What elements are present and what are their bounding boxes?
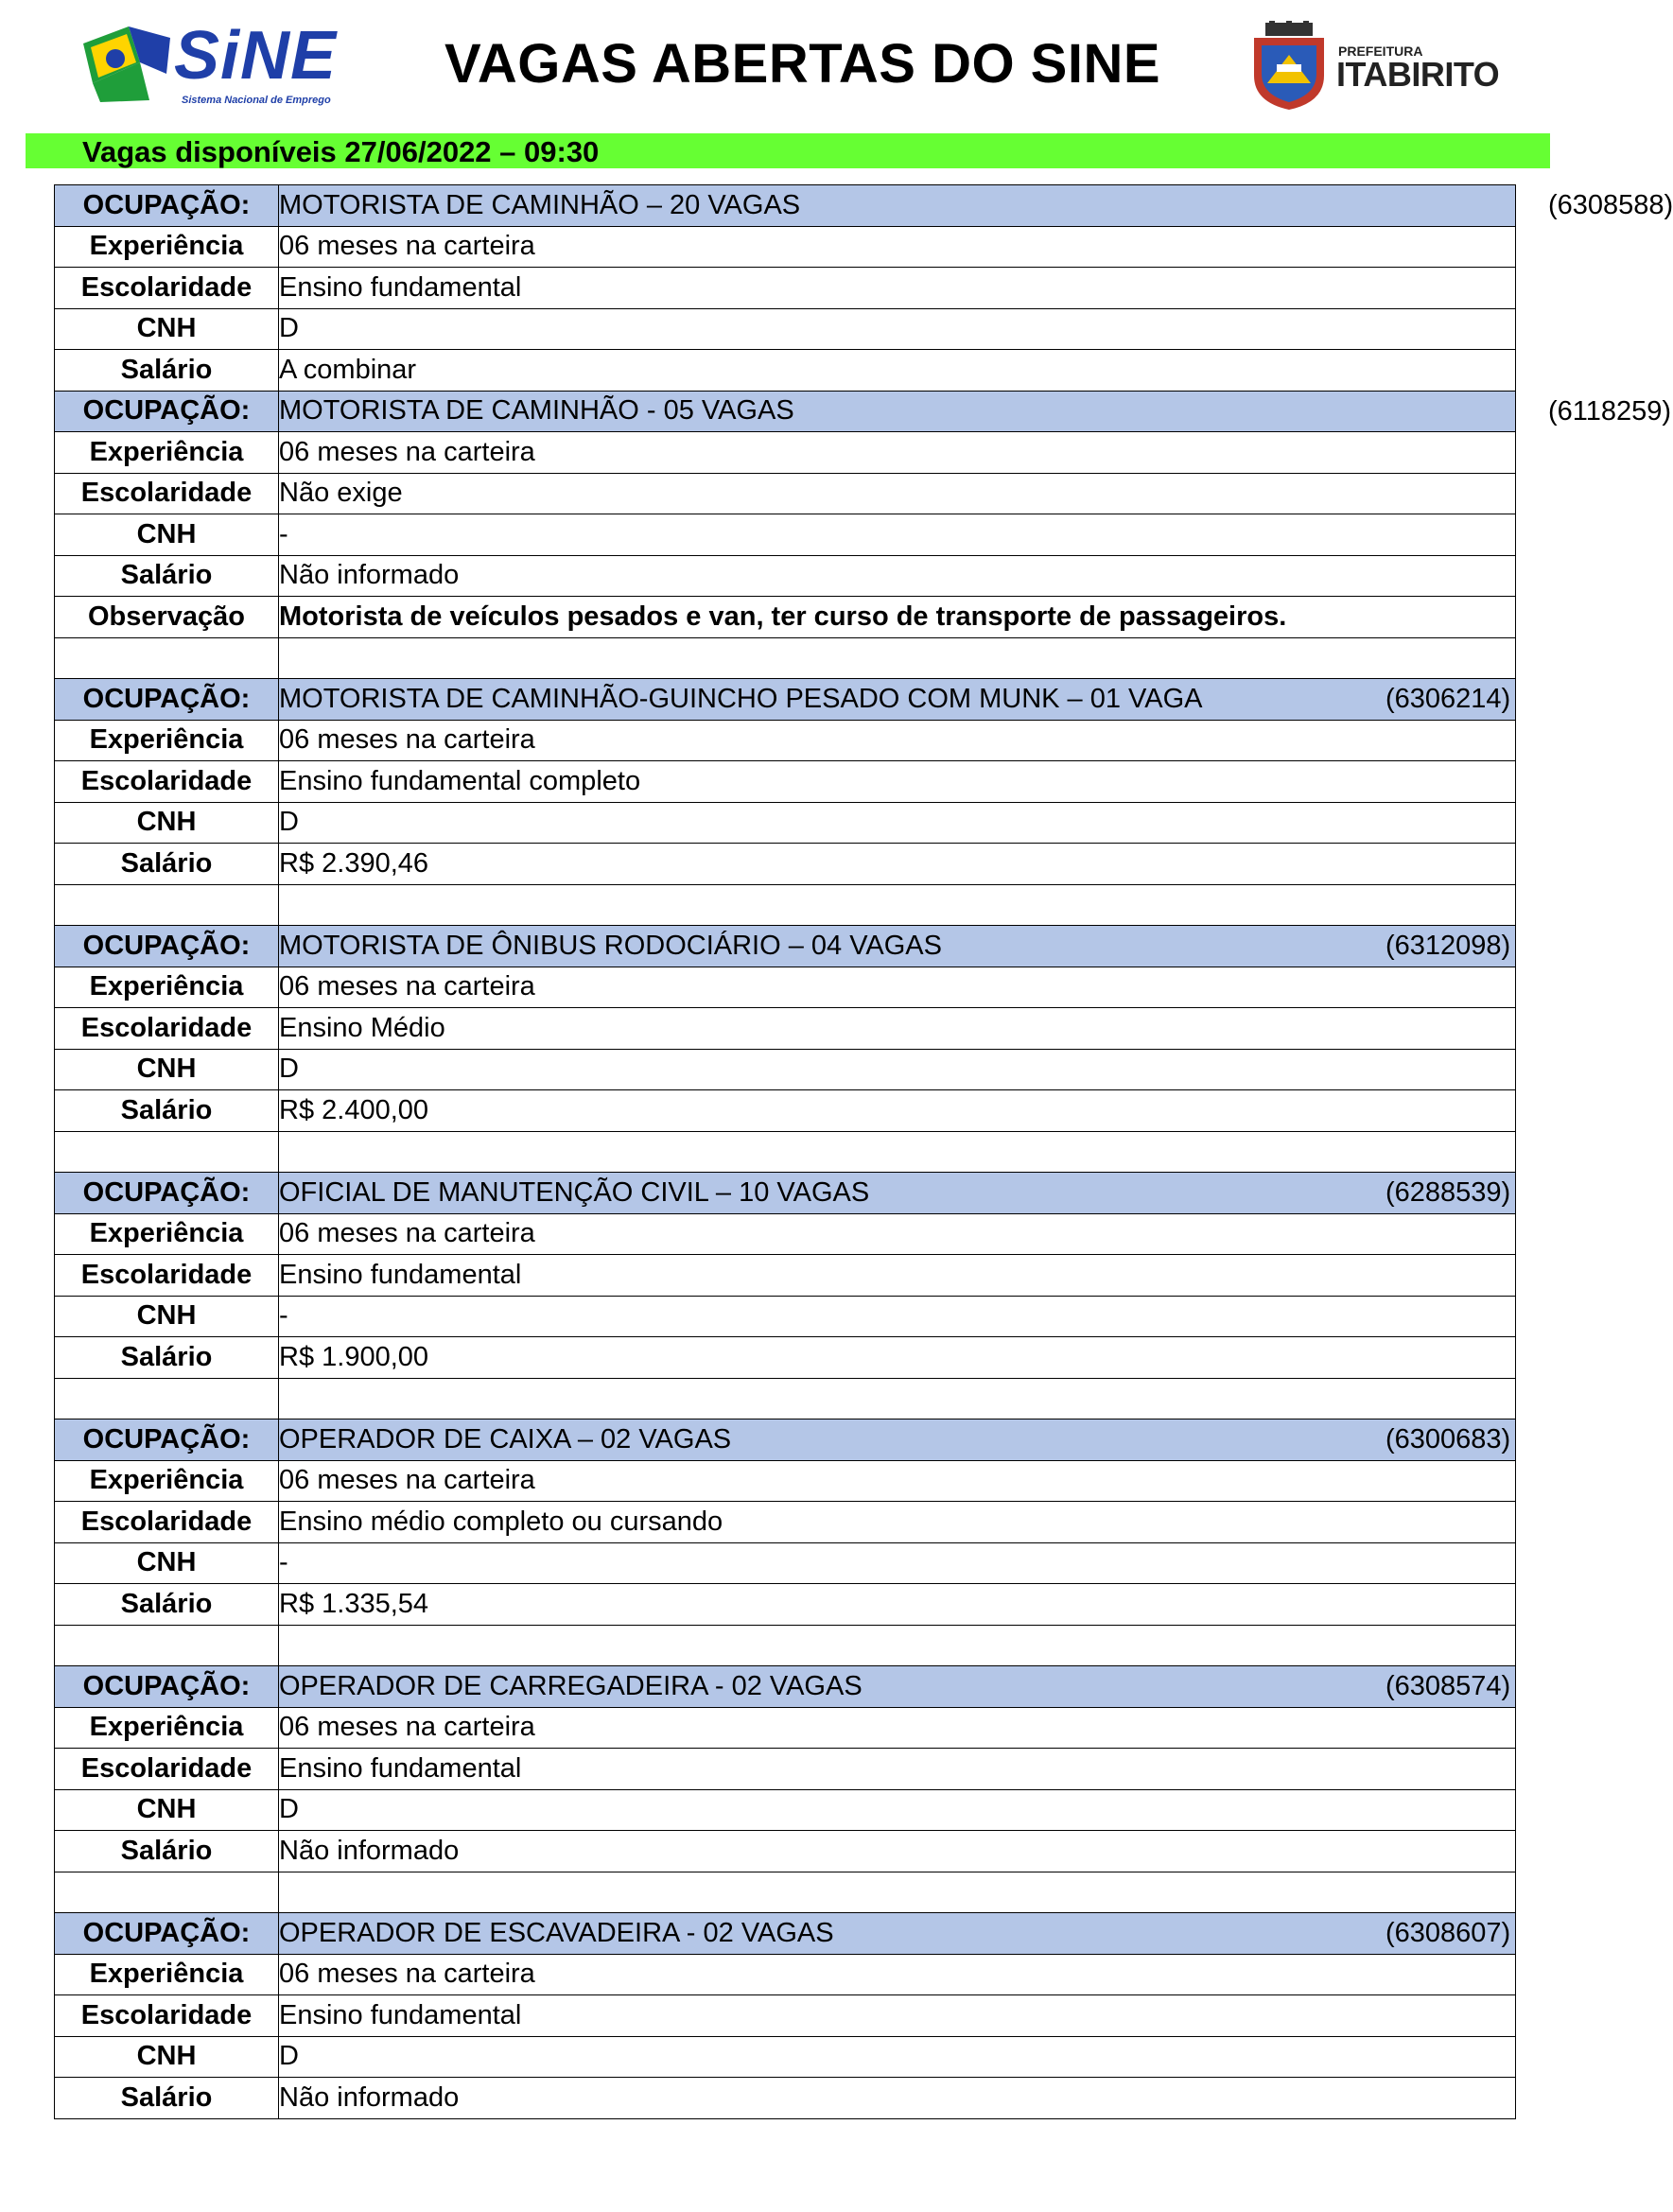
job-code: (6300683) [1385, 1424, 1511, 1454]
job-title: MOTORISTA DE CAMINHÃO - 05 VAGAS [279, 395, 794, 427]
spacer-row [55, 1378, 1516, 1420]
experience-label: Experiência [55, 1954, 279, 1995]
salary-row [55, 1090, 1516, 1132]
page-title: VAGAS ABERTAS DO SINE [444, 33, 1161, 95]
education-value: Ensino fundamental completo [279, 761, 1516, 803]
occupation-label: OCUPAÇÃO: [55, 926, 279, 967]
license-row [55, 308, 1516, 350]
occupation-row [55, 679, 1516, 721]
occupation-row [55, 1173, 1516, 1214]
education-label: Escolaridade [55, 473, 279, 514]
spacer-cell [55, 637, 279, 679]
spacer-cell [55, 884, 279, 926]
sine-logo-subtitle: Sistema Nacional de Emprego [182, 95, 331, 106]
job-code: (6288539) [1385, 1177, 1511, 1208]
occupation-label: OCUPAÇÃO: [55, 1420, 279, 1461]
experience-label: Experiência [55, 226, 279, 268]
experience-row [55, 1213, 1516, 1255]
occupation-value [279, 1666, 1516, 1708]
license-row [55, 1789, 1516, 1831]
license-value: - [279, 1296, 1516, 1337]
observation-row [55, 597, 1516, 638]
license-row [55, 514, 1516, 556]
occupation-value [279, 391, 1672, 432]
date-bar [26, 133, 1550, 168]
occupation-row [55, 1420, 1516, 1461]
license-value: - [279, 514, 1516, 556]
experience-value: 06 meses na carteira [279, 1213, 1516, 1255]
license-row [55, 2036, 1516, 2078]
salary-label: Salário [55, 844, 279, 885]
license-label: CNH [55, 2036, 279, 2078]
salary-label: Salário [55, 1831, 279, 1872]
experience-value: 06 meses na carteira [279, 432, 1516, 474]
job-title: MOTORISTA DE ÔNIBUS RODOCIÁRIO – 04 VAGAS [279, 930, 942, 961]
page-header [0, 0, 1564, 128]
experience-value: 06 meses na carteira [279, 720, 1516, 761]
license-label: CNH [55, 1296, 279, 1337]
date-text: Vagas disponíveis 27/06/2022 – 09:30 [82, 135, 600, 168]
occupation-value [279, 1173, 1516, 1214]
experience-label: Experiência [55, 1707, 279, 1749]
license-label: CNH [55, 308, 279, 350]
occupation-value [279, 679, 1516, 721]
occupation-label: OCUPAÇÃO: [55, 185, 279, 227]
education-label: Escolaridade [55, 268, 279, 309]
education-row [55, 1995, 1516, 2037]
experience-label: Experiência [55, 1460, 279, 1502]
education-value: Ensino fundamental [279, 268, 1516, 309]
spacer-row [55, 1131, 1516, 1173]
license-row [55, 1296, 1516, 1337]
license-value: D [279, 2036, 1516, 2078]
education-value: Ensino fundamental [279, 1255, 1516, 1297]
occupation-label: OCUPAÇÃO: [55, 679, 279, 721]
education-row [55, 1255, 1516, 1297]
prefeitura-label: PREFEITURA [1338, 44, 1423, 59]
salary-value: R$ 1.335,54 [279, 1584, 1516, 1626]
city-crest-icon [1248, 21, 1330, 112]
occupation-value [279, 1420, 1516, 1461]
occupation-label: OCUPAÇÃO: [55, 1173, 279, 1214]
spacer-cell [279, 1625, 1516, 1666]
observation-label: Observação [55, 597, 279, 638]
education-label: Escolaridade [55, 1502, 279, 1543]
education-row [55, 1008, 1516, 1050]
license-label: CNH [55, 514, 279, 556]
spacer-row [55, 1625, 1516, 1666]
experience-value: 06 meses na carteira [279, 1954, 1516, 1995]
education-row [55, 1749, 1516, 1790]
occupation-label: OCUPAÇÃO: [55, 1913, 279, 1955]
occupation-label: OCUPAÇÃO: [55, 391, 279, 432]
education-row [55, 1502, 1516, 1543]
education-label: Escolaridade [55, 1749, 279, 1790]
salary-label: Salário [55, 1584, 279, 1626]
occupation-value [279, 185, 1673, 227]
experience-row [55, 432, 1516, 474]
job-code: (6308588) [1548, 190, 1673, 220]
salary-label: Salário [55, 2078, 279, 2119]
job-code: (6308574) [1385, 1671, 1511, 1701]
education-row [55, 473, 1516, 514]
job-title: MOTORISTA DE CAMINHÃO-GUINCHO PESADO COM MUNK – 01 VAGA [279, 683, 1203, 714]
sine-logo-word: SiNE [174, 18, 338, 94]
spacer-cell [279, 637, 1516, 679]
license-value: D [279, 802, 1516, 844]
education-label: Escolaridade [55, 1995, 279, 2037]
jobs-table [54, 184, 1673, 2119]
occupation-row [55, 926, 1516, 967]
job-title: OPERADOR DE CAIXA – 02 VAGAS [279, 1423, 732, 1454]
experience-value: 06 meses na carteira [279, 1460, 1516, 1502]
spacer-cell [55, 1131, 279, 1173]
salary-row [55, 350, 1516, 392]
spacer-row [55, 637, 1516, 679]
license-label: CNH [55, 1789, 279, 1831]
spacer-row [55, 884, 1516, 926]
spacer-cell [279, 1131, 1516, 1173]
experience-label: Experiência [55, 720, 279, 761]
license-row [55, 1049, 1516, 1090]
salary-value: R$ 2.390,46 [279, 844, 1516, 885]
occupation-row [55, 185, 1516, 227]
salary-value: R$ 1.900,00 [279, 1337, 1516, 1379]
salary-label: Salário [55, 555, 279, 597]
spacer-row [55, 1872, 1516, 1913]
spacer-cell [279, 1378, 1516, 1420]
job-code: (6308607) [1385, 1918, 1511, 1948]
salary-label: Salário [55, 1337, 279, 1379]
license-value: D [279, 308, 1516, 350]
job-title: MOTORISTA DE CAMINHÃO – 20 VAGAS [279, 189, 801, 220]
experience-label: Experiência [55, 432, 279, 474]
occupation-row [55, 1666, 1516, 1708]
education-label: Escolaridade [55, 1008, 279, 1050]
spacer-cell [55, 1872, 279, 1913]
education-value: Não exige [279, 473, 1516, 514]
education-value: Ensino fundamental [279, 1995, 1516, 2037]
license-label: CNH [55, 1542, 279, 1584]
salary-value: A combinar [279, 350, 1516, 392]
spacer-cell [55, 1625, 279, 1666]
salary-value: Não informado [279, 1831, 1516, 1872]
salary-value: Não informado [279, 2078, 1516, 2119]
experience-label: Experiência [55, 967, 279, 1008]
salary-row [55, 2078, 1516, 2119]
education-label: Escolaridade [55, 761, 279, 803]
experience-row [55, 967, 1516, 1008]
job-title: OFICIAL DE MANUTENÇÃO CIVIL – 10 VAGAS [279, 1176, 870, 1208]
salary-label: Salário [55, 350, 279, 392]
education-value: Ensino médio completo ou cursando [279, 1502, 1516, 1543]
salary-row [55, 1584, 1516, 1626]
experience-row [55, 226, 1516, 268]
occupation-value [279, 926, 1516, 967]
experience-value: 06 meses na carteira [279, 226, 1516, 268]
occupation-row [55, 1913, 1516, 1955]
salary-row [55, 1831, 1516, 1872]
education-value: Ensino Médio [279, 1008, 1516, 1050]
license-value: - [279, 1542, 1516, 1584]
education-value: Ensino fundamental [279, 1749, 1516, 1790]
spacer-cell [279, 884, 1516, 926]
job-code: (6312098) [1385, 931, 1511, 961]
sine-logo-mark-icon [83, 25, 170, 102]
education-row [55, 761, 1516, 803]
job-title: OPERADOR DE ESCAVADEIRA - 02 VAGAS [279, 1917, 834, 1948]
salary-row [55, 1337, 1516, 1379]
prefeitura-logo [1248, 21, 1500, 115]
experience-row [55, 1954, 1516, 1995]
experience-row [55, 720, 1516, 761]
salary-value: Não informado [279, 555, 1516, 597]
occupation-label: OCUPAÇÃO: [55, 1666, 279, 1708]
license-value: D [279, 1049, 1516, 1090]
experience-row [55, 1460, 1516, 1502]
salary-row [55, 844, 1516, 885]
experience-value: 06 meses na carteira [279, 1707, 1516, 1749]
occupation-row [55, 391, 1516, 432]
license-label: CNH [55, 802, 279, 844]
occupation-value [279, 1913, 1516, 1955]
education-row [55, 268, 1516, 309]
spacer-cell [279, 1872, 1516, 1913]
job-title: OPERADOR DE CARREGADEIRA - 02 VAGAS [279, 1670, 863, 1701]
license-value: D [279, 1789, 1516, 1831]
sine-logo [83, 18, 357, 110]
observation-value: Motorista de veículos pesados e van, ter curso de transporte de passageiros. [279, 601, 1287, 632]
salary-value: R$ 2.400,00 [279, 1090, 1516, 1132]
spacer-cell [55, 1378, 279, 1420]
salary-label: Salário [55, 1090, 279, 1132]
experience-label: Experiência [55, 1213, 279, 1255]
observation-cell [279, 597, 1516, 638]
salary-row [55, 555, 1516, 597]
license-row [55, 1542, 1516, 1584]
education-label: Escolaridade [55, 1255, 279, 1297]
license-row [55, 802, 1516, 844]
license-label: CNH [55, 1049, 279, 1090]
experience-row [55, 1707, 1516, 1749]
job-code: (6118259) [1548, 395, 1672, 427]
job-code: (6306214) [1385, 684, 1511, 714]
experience-value: 06 meses na carteira [279, 967, 1516, 1008]
city-name: ITABIRITO [1336, 55, 1500, 94]
